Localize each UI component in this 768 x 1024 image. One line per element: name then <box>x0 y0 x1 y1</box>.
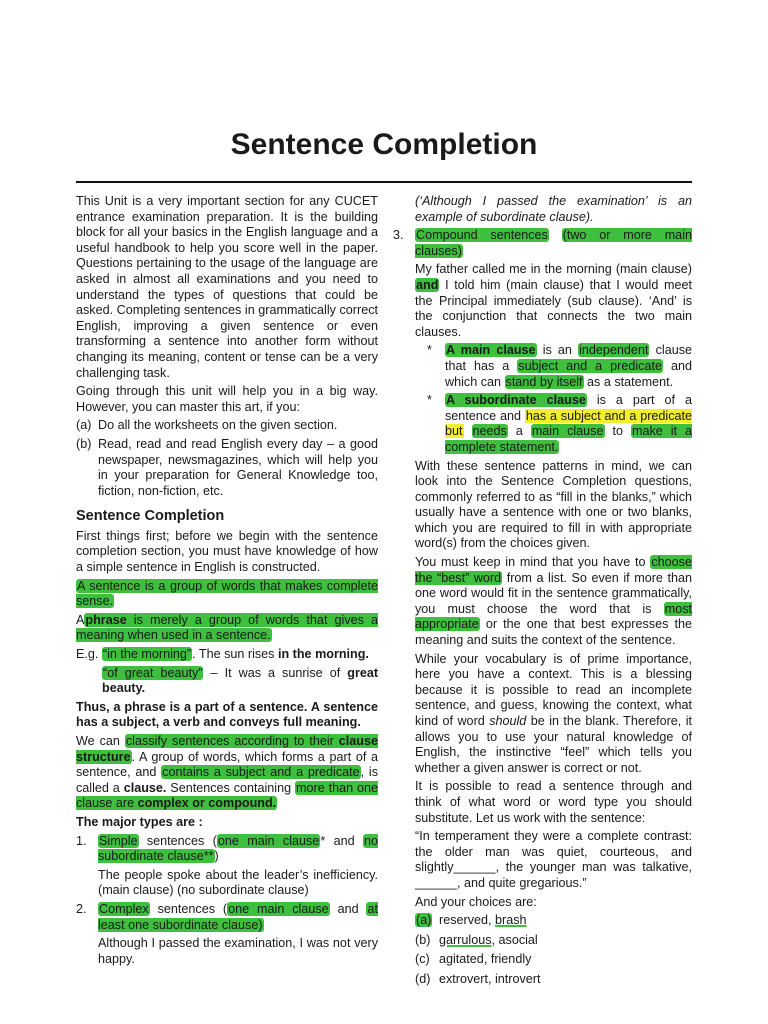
list-item-simple <box>76 834 378 865</box>
text: sentences ( <box>157 901 228 916</box>
text: reserved, <box>439 913 492 928</box>
compound-example <box>415 262 692 340</box>
text: as a statement. <box>587 374 674 389</box>
text: , is called a <box>76 765 379 795</box>
text: be in the blank. Therefore, it allows you to use your natural knowledge of English, the instinctive “feel” which tells you whether a given answer is correct or not. <box>415 714 693 775</box>
highlight: (two or more main clauses) <box>415 228 692 258</box>
list-marker: 1. <box>76 833 87 848</box>
list-text <box>415 228 692 259</box>
highlight <box>445 343 537 357</box>
highlight <box>415 278 439 292</box>
text: Sentences containing <box>170 780 292 795</box>
bullet-marker: * <box>427 343 432 358</box>
highlight: one main clause <box>228 901 329 916</box>
intro-paragraph-2: Going through this unit will help you in a big way. However, you can master this art, if you: <box>76 384 378 414</box>
intro-paragraph: This Unit is a very important section for any CUCET entrance examination preparation. It is the building block for all your basics in the English language and a useful handbook to help you score well in the paper. Questions pertaining to the usage of the language are asked in almost all examinations and you need to understand the types of questions that could be asked. Completing sentences in grammatically correct English, improving a given sentence or even transforming a sentence into another form without changing its meaning, content or tense can be a very challenging task. <box>76 194 378 380</box>
title-divider <box>76 181 692 183</box>
choice-text: agitated, friendly <box>439 952 532 967</box>
highlight: “in the morning” <box>102 647 192 662</box>
text: to <box>612 424 623 439</box>
text: While your vocabulary is of prime importance, here you have a context. This is a blessing because it is possible to read an incomplete sentence, and guess, knowing the context, what kind of word <box>415 651 692 728</box>
list-marker: 2. <box>76 901 87 916</box>
choices-intro: And your choices are: <box>415 894 537 909</box>
list-item-compound <box>393 228 692 259</box>
major-types-heading: The major types are : <box>76 814 203 829</box>
highlight: most appropriate <box>415 601 693 632</box>
list-item-b <box>76 437 378 499</box>
text: classify sentences according to their <box>125 734 334 748</box>
text: from a list. So even if more than one word would fit in the sentence grammatically, you must choose the word that is <box>415 570 692 616</box>
list-marker: (b) <box>76 436 92 451</box>
list-item-complex <box>76 902 378 933</box>
thus-statement: Thus, a phrase is a part of a sentence. A sentence has a subject, a verb and conveys full meaning. <box>76 699 378 730</box>
example-quote: “In temperament they were a complete contrast: the older man was quiet, courteous, and slightly______, the younger man was talkative, ______, and quite gregarious.” <box>415 829 692 890</box>
text: – It was a sunrise of <box>210 665 341 680</box>
highlight: (a) <box>416 913 432 928</box>
text: is merely a group of words that gives a meaning when used in a sentence. <box>76 612 378 643</box>
bold-text: A subordinate clause <box>446 393 586 408</box>
list-text <box>98 834 378 865</box>
patterns-paragraph: With these sentence patterns in mind, we can look into the Sentence Completion questions, commonly referred to as “fill in the blanks,” which usually have a sentence with one or two blanks, which you are required to fill in with appropriate word(s) from the choices given. <box>415 458 692 551</box>
choice-list <box>415 913 692 987</box>
yellow-highlight: has a subject and a predicate but <box>445 408 693 439</box>
choice-marker: (d) <box>415 971 431 986</box>
text: * and <box>320 833 355 848</box>
highlight: choose the “best” word <box>415 555 692 585</box>
bold-text: clause structure <box>76 734 379 764</box>
note-text <box>445 393 692 455</box>
sentence-definition <box>76 579 378 610</box>
choice-marker: (b) <box>415 932 431 947</box>
text: a <box>515 424 523 439</box>
list-item-a <box>76 418 378 434</box>
text: , asocial <box>491 932 538 947</box>
list-text: Read, read and read English every day – a good newspaper, newsmagazines, which will help you in your preparation for General Knowledge too, fiction, non-fiction, etc. <box>98 436 378 498</box>
choice-b <box>415 933 692 949</box>
highlight: Complex <box>99 901 149 916</box>
choice-text <box>439 913 527 929</box>
subordinate-note: (‘Although I passed the examination’ is an example of subordinate clause). <box>415 194 692 224</box>
text: more than one clause are <box>76 780 379 811</box>
phrase-definition <box>76 613 378 644</box>
section-heading: Sentence Completion <box>76 508 225 525</box>
underlined-text: garrulous <box>439 932 492 947</box>
first-things-paragraph: First things first; before we begin with the sentence completion section, you must have knowledge of how a simple sentence in English is constructed. <box>76 528 378 575</box>
list-text: Do all the worksheets on the given section. <box>98 418 338 433</box>
bullet-marker: * <box>427 393 432 408</box>
choice-a <box>415 913 692 929</box>
best-word-paragraph <box>415 555 692 649</box>
highlight: one main clause <box>217 833 320 848</box>
highlight: main clause <box>531 424 604 439</box>
italic-text: should <box>489 714 527 728</box>
bold-text: clause. <box>123 780 167 795</box>
choice-text: extrovert, introvert <box>439 971 541 986</box>
bold-text: in the morning. <box>277 647 369 662</box>
left-column <box>76 194 378 970</box>
text: We can <box>76 734 120 748</box>
highlight: A sentence is a group of words that makes complete sense. <box>76 578 378 609</box>
choice-d <box>415 972 692 988</box>
list-marker: (a) <box>76 418 92 433</box>
highlight: make it a complete statement. <box>445 424 693 454</box>
underlined-text: brash <box>495 913 527 928</box>
choice-marker: (c) <box>415 952 430 967</box>
choice-c <box>415 952 692 968</box>
text: is an <box>542 343 572 358</box>
bold-text: and <box>416 277 439 292</box>
text: and which can <box>445 358 693 389</box>
complex-example: Although I passed the examination, I was not very happy. <box>98 936 378 966</box>
bold-text: great beauty. <box>102 665 379 696</box>
clause-paragraph <box>76 734 378 812</box>
text: is a part of a sentence and <box>445 393 692 423</box>
highlight: contains a subject and a predicate <box>162 765 360 780</box>
highlight: Compound sentences <box>416 228 548 243</box>
list-marker: 3. <box>393 228 404 243</box>
note-text <box>445 343 692 390</box>
highlight: at least one subordinate clause) <box>98 901 378 932</box>
text: clause that has a <box>445 343 693 373</box>
highlight <box>445 393 587 407</box>
main-clause-note <box>427 343 692 390</box>
text: I told him (main clause) that I would meet the Principal immediately (sub clause). ‘And’ is the conjunction that connects the two main clauses. <box>415 277 692 339</box>
text: ) <box>214 849 219 864</box>
highlight: stand by itself <box>505 374 583 389</box>
example-2 <box>102 666 378 697</box>
text: A <box>76 612 85 627</box>
text: My father called me in the morning (main clause) <box>415 262 692 277</box>
highlight <box>76 613 378 643</box>
choice-marker <box>415 913 439 929</box>
simple-example: The people spoke about the leader’s inefficiency. (main clause) (no subordinate clause) <box>98 867 378 898</box>
text: . The sun rises <box>192 647 275 662</box>
right-column <box>393 194 692 992</box>
highlight: independent <box>579 343 649 358</box>
text: or the one that best expresses the meaning and suits the context of the sentence. <box>415 617 692 648</box>
choice-text <box>439 933 538 949</box>
text: You must keep in mind that you have to <box>415 555 646 570</box>
highlight: subject and a predicate <box>518 358 662 373</box>
page-title: Sentence Completion <box>230 128 538 161</box>
highlight: no subordinate clause** <box>98 833 379 864</box>
vocabulary-paragraph <box>415 652 692 777</box>
bold-term: phrase <box>85 612 127 627</box>
bold-text: complex or compound. <box>137 796 277 811</box>
highlight: Simple <box>99 833 138 848</box>
bold-text: A main clause <box>446 343 536 358</box>
possible-paragraph: It is possible to read a sentence through and think of what word or word type you should substitute. Let us work with the sentence: <box>415 779 692 825</box>
subordinate-clause-note <box>427 393 692 455</box>
list-text <box>98 902 378 933</box>
text: sentences ( <box>146 833 217 848</box>
highlight: needs <box>472 424 507 439</box>
text: . A group of words, which forms a part of a sentence, and <box>76 749 378 780</box>
example-1 <box>76 647 378 663</box>
text: and <box>337 901 359 916</box>
text: E.g. <box>76 647 99 662</box>
highlight: “of great beauty” <box>103 665 203 680</box>
